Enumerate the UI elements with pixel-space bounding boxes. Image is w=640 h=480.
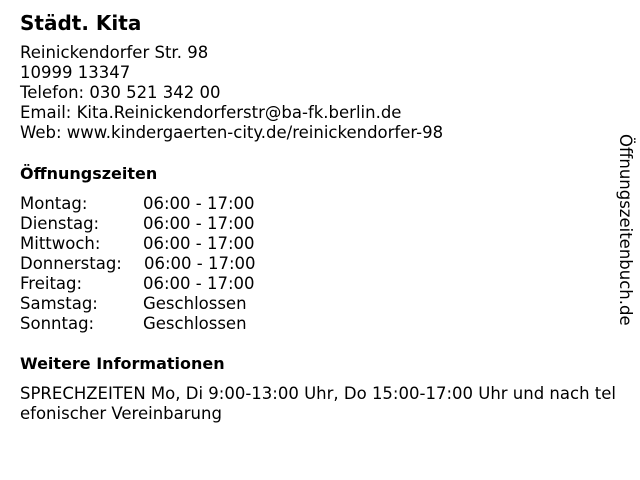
- more-info-heading: Weitere Informationen: [20, 354, 225, 373]
- day-label: Sonntag:: [20, 314, 95, 333]
- page-title: Städt. Kita: [20, 11, 142, 35]
- time-value: 06:00 - 17:00: [143, 214, 255, 233]
- day-label: Mittwoch:: [20, 234, 101, 253]
- day-label: Samstag:: [20, 294, 98, 313]
- time-value: Geschlossen: [143, 294, 247, 313]
- time-value: Geschlossen: [143, 314, 247, 333]
- time-value: 06:00 - 17:00: [144, 254, 256, 273]
- day-label: Donnerstag:: [20, 254, 122, 273]
- phone-number: Telefon: 030 521 342 00: [20, 83, 221, 102]
- time-value: 06:00 - 17:00: [143, 234, 255, 253]
- time-value: 06:00 - 17:00: [143, 194, 255, 213]
- time-value: 06:00 - 17:00: [143, 274, 255, 293]
- opening-hours-heading: Öffnungszeiten: [20, 164, 158, 183]
- email-address: Email: Kita.Reinickendorferstr@ba-fk.berlin.de: [20, 103, 402, 122]
- postal-code: 10999 13347: [20, 63, 131, 82]
- day-label: Freitag:: [20, 274, 83, 293]
- day-label: Montag:: [20, 194, 88, 213]
- more-info-text: SPRECHZEITEN Mo, Di 9:00-13:00 Uhr, Do 15:00-17:00 Uhr und nach telefonischer Vereinbarung: [20, 384, 616, 423]
- website-url: Web: www.kindergaerten-city.de/reinickendorfer-98: [20, 123, 444, 142]
- contact-block: [20, 43, 443, 143]
- day-label: Dienstag:: [20, 214, 100, 233]
- street-address: Reinickendorfer Str. 98: [20, 43, 209, 62]
- site-watermark: Öffnungszeitenbuch.de: [616, 134, 635, 326]
